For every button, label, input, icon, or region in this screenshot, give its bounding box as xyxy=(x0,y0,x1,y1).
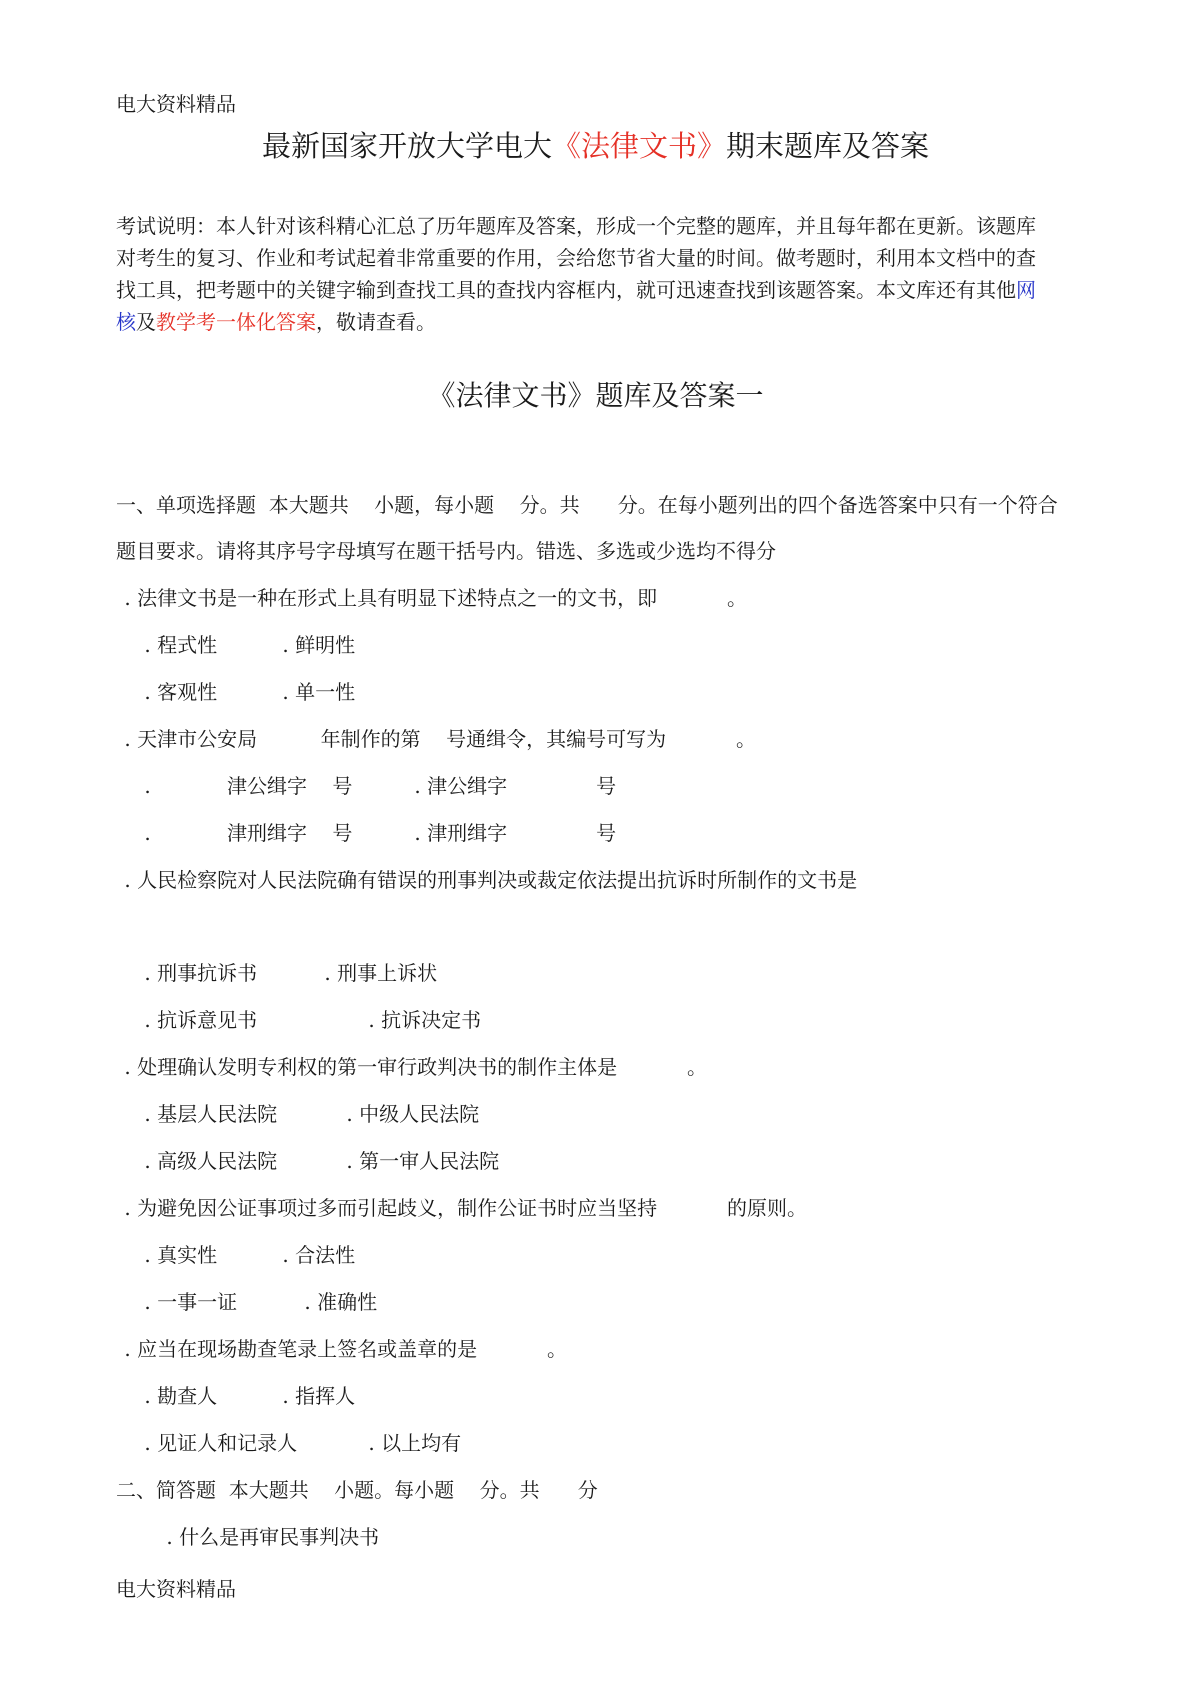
intro-paragraph xyxy=(116,210,1084,338)
section-title: 《法律文书》题库及答案一 xyxy=(427,379,764,412)
wanghe-link-part2[interactable]: 核 xyxy=(116,310,136,334)
section2-heading: 二、简答题 本大题共 小题。每小题 分。共 分 xyxy=(116,1478,598,1502)
page-header: 电大资料精品 xyxy=(116,92,236,116)
document-title xyxy=(0,124,1191,165)
intro-text: 及 xyxy=(136,310,156,334)
title-suffix: 期末题库及答案 xyxy=(726,129,930,163)
title-highlight: 《法律文书》 xyxy=(551,129,726,163)
intro-line: 考试说明：本人针对该科精心汇总了历年题库及答案，形成一个完整的题库，并且每年都在更新。该题库 xyxy=(116,214,1036,238)
page-footer: 电大资料精品 xyxy=(116,1577,236,1601)
option-a: . 真实性 xyxy=(138,1243,218,1267)
option-b: . 鲜明性 xyxy=(276,633,356,657)
option-d: . 单一性 xyxy=(276,680,356,704)
option-d: . 第一审人民法院 xyxy=(340,1149,500,1173)
question-stem: . 处理确认发明专利权的第一审行政判决书的制作主体是 。 xyxy=(118,1055,708,1079)
question-stem: . 为避免因公证事项过多而引起歧义，制作公证书时应当坚持 的原则。 xyxy=(118,1196,808,1220)
option-c: . 抗诉意见书 xyxy=(138,1008,258,1032)
section1-heading-line1: 一、单项选择题 本大题共 小题，每小题 分。共 分。在每小题列出的四个备选答案中只有一个符合 xyxy=(116,493,1058,517)
option-c: . 见证人和记录人 xyxy=(138,1431,298,1455)
option-c: . 客观性 xyxy=(138,680,218,704)
option-a: . 刑事抗诉书 xyxy=(138,961,258,985)
option-b: . 指挥人 xyxy=(276,1384,356,1408)
intro-line xyxy=(116,306,1084,338)
option-b: . 中级人民法院 xyxy=(340,1102,480,1126)
question-stem: . 什么是再审民事判决书 xyxy=(160,1525,380,1549)
intro-text: ，敬请查看。 xyxy=(316,310,436,334)
option-d: . 津刑缉字 号 xyxy=(408,821,617,845)
question-stem: . 法律文书是一种在形式上具有明显下述特点之一的文书，即 。 xyxy=(118,586,748,610)
section1-heading-line2: 题目要求。请将其序号字母填写在题干括号内。错选、多选或少选均不得分 xyxy=(116,539,776,563)
option-d: . 抗诉决定书 xyxy=(362,1008,482,1032)
option-a: . 程式性 xyxy=(138,633,218,657)
option-c: . 一事一证 xyxy=(138,1290,238,1314)
question-stem: . 天津市公安局 年制作的第 号通缉令，其编号可写为 。 xyxy=(118,727,757,751)
question-stem: . 人民检察院对人民法院确有错误的刑事判决或裁定依法提出抗诉时所制作的文书是 xyxy=(118,868,858,892)
option-c: . 津刑缉字 号 xyxy=(138,821,353,845)
option-a: . 勘查人 xyxy=(138,1384,218,1408)
teaching-exam-link[interactable]: 教学考一体化答案 xyxy=(156,310,316,334)
intro-text: 找工具，把考题中的关键字输到查找工具的查找内容框内，就可迅速查找到该题答案。本文库还有其他 xyxy=(116,278,1016,302)
wanghe-link-part1[interactable]: 网 xyxy=(1016,278,1036,302)
option-b: . 合法性 xyxy=(276,1243,356,1267)
option-c: . 高级人民法院 xyxy=(138,1149,278,1173)
option-d: . 准确性 xyxy=(298,1290,378,1314)
option-d: . 以上均有 xyxy=(362,1431,462,1455)
intro-line xyxy=(116,274,1084,306)
title-prefix: 最新国家开放大学电大 xyxy=(261,129,552,163)
option-a: . 基层人民法院 xyxy=(138,1102,278,1126)
option-b: . 津公缉字 号 xyxy=(408,774,617,798)
option-b: . 刑事上诉状 xyxy=(318,961,438,985)
intro-line: 对考生的复习、作业和考试起着非常重要的作用，会给您节省大量的时间。做考题时，利用本文档中的查 xyxy=(116,246,1036,270)
question-stem: . 应当在现场勘查笔录上签名或盖章的是 。 xyxy=(118,1337,568,1361)
option-a: . 津公缉字 号 xyxy=(138,774,353,798)
